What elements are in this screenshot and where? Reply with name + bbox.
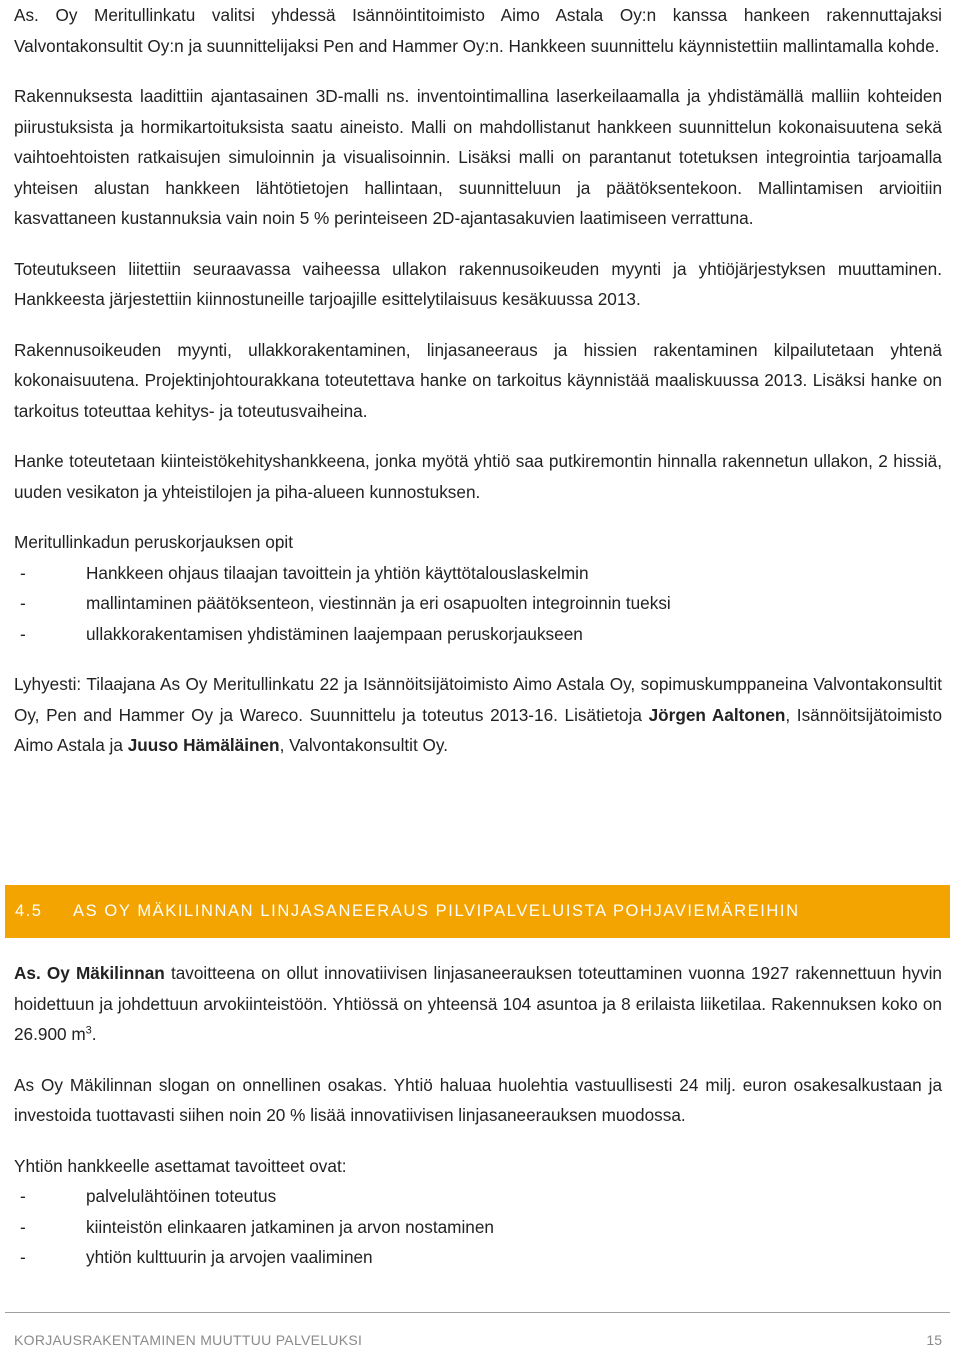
paragraph-slogan: As Oy Mäkilinnan slogan on onnellinen osakas. Yhtiö haluaa huolehtia vastuullisesti 24 milj. euron osakesalkustaan ja investoida tuottavasti siihen noin 20 % lisää innovatiivisen linjasaneerauksen muodossa. bbox=[14, 1074, 942, 1125]
section-number: 4.5 bbox=[15, 902, 43, 920]
lessons-title: Meritullinkadun peruskorjauksen opit bbox=[14, 532, 293, 552]
document-body-section bbox=[14, 958, 942, 1273]
list-item: - ullakkorakentamisen yhdistäminen laajempaan peruskorjaukseen bbox=[14, 619, 942, 650]
footer-divider bbox=[5, 1312, 950, 1313]
paragraph-summary: Lyhyesti: Tilaajana As Oy Meritullinkatu 22 ja Isännöitsijätoimisto Aimo Astala Oy, sopimuskumppaneina Valvontakonsultit Oy, Pen and Hammer Oy ja Wareco. Suunnittelu ja toteutus 2013-16. Lisätietoja Jörgen Aaltonen, Isännöitsijätoimisto Aimo Astala ja Juuso Hämäläinen, Valvontakonsultit Oy. bbox=[14, 674, 943, 755]
document-body bbox=[14, 0, 942, 761]
paragraph-makilinna-intro: As. Oy Mäkilinnan tavoitteena on ollut innovatiivisen linjasaneerauksen toteuttaminen vuonna 1927 rakennettuun hyvin hoidettuun ja johdettuun arvokiinteistöön. Yhtiössä on yhteensä 104 asuntoa ja 8 erilaista liiketilaa. Rakennuksen koko on 26.900 $m^3$. bbox=[14, 963, 942, 1044]
section-heading-bar bbox=[5, 885, 950, 938]
list-dash: - bbox=[20, 593, 26, 613]
paragraph-intro: As. Oy Meritullinkatu valitsi yhdessä Isännöintitoimisto Aimo Astala Oy:n kanssa hankeen rakennuttajaksi Valvontakonsultit Oy:n ja suunnittelijaksi Pen and Hammer Oy:n. Hankkeen suunnittelu käynnistettiin mallintamalla kohde. bbox=[14, 5, 942, 56]
list-item: - kiinteistön elinkaaren jatkaminen ja arvon nostaminen bbox=[14, 1212, 942, 1243]
section-title: AS OY MÄKILINNAN LINJASANEERAUS PILVIPALVELUISTA POHJAVIEMÄREIHIN bbox=[73, 902, 800, 920]
list-item: - Hankkeen ohjaus tilaajan tavoittein ja yhtiön käyttötalouslaskelmin bbox=[14, 558, 942, 589]
list-dash: - bbox=[20, 1247, 26, 1267]
list-item: - yhtiön kulttuurin ja arvojen vaaliminen bbox=[14, 1242, 942, 1273]
page-number: 15 bbox=[926, 1332, 942, 1348]
list-item: - palvelulähtöinen toteutus bbox=[14, 1181, 942, 1212]
paragraph-3d-model: Rakennuksesta laadittiin ajantasainen 3D-malli ns. inventointimallina laserkeilaamalla ja yhdistämällä malliin kohteiden piirustuksista ja hormikartoituksista saatu aineisto. Malli on mahdollistanut hankkeen suunnittelun kokonaisuutena sekä vaihtoehtoisten ratkaisujen simuloinnin ja visualisoinnin. Lisäksi malli on parantanut totetuksen integrointia tarjoamalla yhteisen alustan hankkeen lähtötietojen hallintaan, suunnitteluun ja päätöksentekoon. Mallintamisen arvioitiin kasvattaneen kustannuksia vain noin 5 % perinteiseen 2D-ajantasakuvien laatimiseen verrattuna. bbox=[14, 86, 942, 228]
paragraph-tendering: Rakennusoikeuden myynti, ullakkorakentaminen, linjasaneeraus ja hissien rakentaminen kilpailutetaan yhtenä kokonaisuutena. Projektinjohtourakkana toteutettava hanke on tarkoitus käynnistää maaliskuussa 2013. Lisäksi hanke on tarkoitus toteuttaa kehitys- ja toteutusvaiheina. bbox=[14, 339, 942, 421]
list-dash: - bbox=[20, 562, 26, 583]
paragraph-development: Hanke toteutetaan kiinteistökehityshankkeena, jonka myötä yhtiö saa putkiremontin hinnalla rakennetun ullakon, 2 hissiä, uuden vesikaton ja yhteistilojen ja piha-alueen kunnostuksen. bbox=[14, 451, 942, 502]
list-dash: - bbox=[20, 1186, 26, 1206]
footer-title: KORJAUSRAKENTAMINEN MUUTTUU PALVELUKSI bbox=[14, 1332, 363, 1348]
goals-title: Yhtiön hankkeelle asettamat tavoitteet ovat: bbox=[14, 1155, 347, 1176]
contact-name: Jörgen Aaltonen bbox=[648, 704, 786, 725]
lessons-list bbox=[14, 558, 942, 650]
list-dash: - bbox=[20, 1216, 26, 1237]
contact-name: Juuso Hämäläinen bbox=[127, 735, 280, 755]
paragraph-implementation: Toteutukseen liitettiin seuraavassa vaiheessa ullakon rakennusoikeuden myynti ja yhtiöjärjestyksen muuttaminen. Hankkeesta järjestettiin kiinnostuneille tarjoajille esittelytilaisuus kesäkuussa 2013. bbox=[14, 258, 942, 309]
goals-list bbox=[14, 1181, 942, 1273]
list-item: - mallintaminen päätöksenteon, viestinnän ja eri osapuolten integroinnin tueksi bbox=[14, 588, 942, 619]
list-dash: - bbox=[20, 623, 26, 644]
